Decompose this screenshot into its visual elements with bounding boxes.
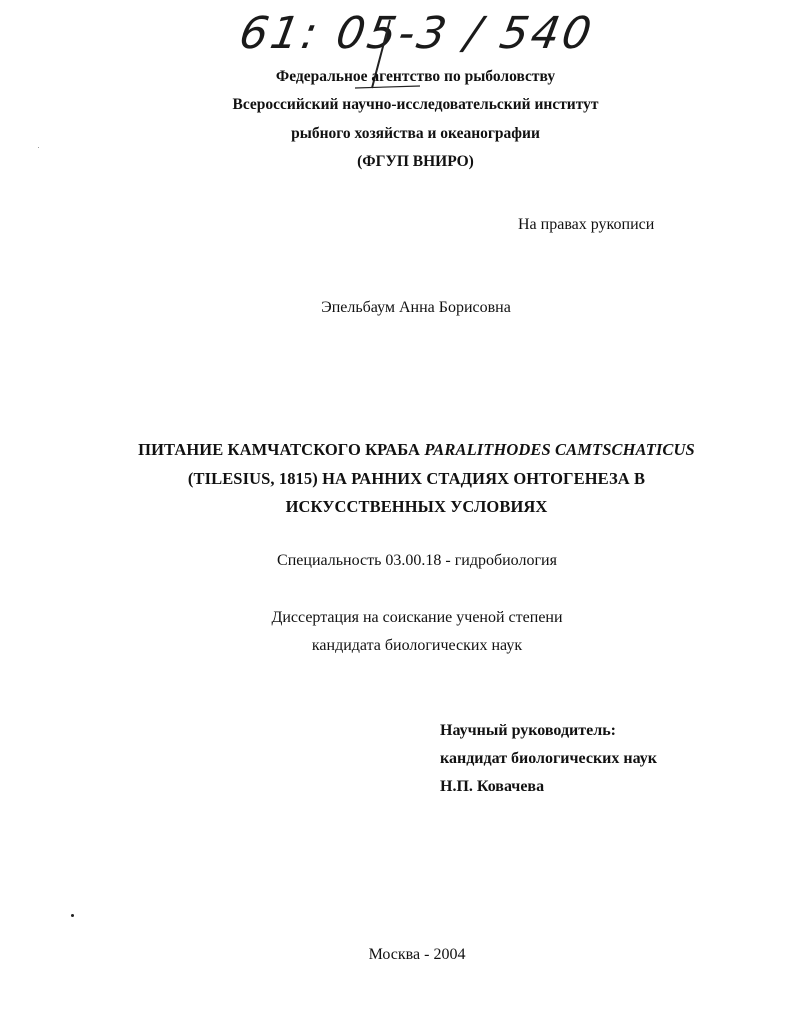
title-species: PARALITHODES CAMTSCHATICUS [424,440,695,459]
org-institute: Всероссийский научно-исследовательский институт [232,96,599,113]
scan-speck [71,914,74,917]
supervisor-degree: кандидат биологических наук [440,750,657,767]
thesis-title-line2: (TILESIUS, 1815) НА РАННИХ СТАДИЯХ ОНТОГЕНЕЗА В [187,469,646,488]
org-agency: Федеральное агентство по рыболовству [275,68,556,85]
manuscript-rights: На правах рукописи [518,216,655,233]
org-institute-field: рыбного хозяйства и океанографии [291,125,540,142]
author-name: Эпельбаум Анна Борисовна [321,299,511,316]
specialty: Специальность 03.00.18 - гидробиология [277,552,557,569]
place-year: Москва - 2004 [368,946,466,963]
supervisor-label: Научный руководитель: [440,722,616,739]
archive-stamp-text: 61: 05-3 / 540 [235,8,598,59]
supervisor-name: Н.П. Ковачева [440,778,545,795]
title-plain: ПИТАНИЕ КАМЧАТСКОГО КРАБА [138,440,425,459]
scan-speck [38,147,39,148]
dissertation-purpose-line1: Диссертация на соискание ученой степени [271,609,563,626]
dissertation-purpose-line2: кандидата биологических наук [311,637,523,654]
thesis-title-line1 [17,440,799,460]
thesis-title-line3: ИСКУССТВЕННЫХ УСЛОВИЯХ [285,497,548,516]
org-abbreviation: (ФГУП ВНИРО) [357,153,474,170]
